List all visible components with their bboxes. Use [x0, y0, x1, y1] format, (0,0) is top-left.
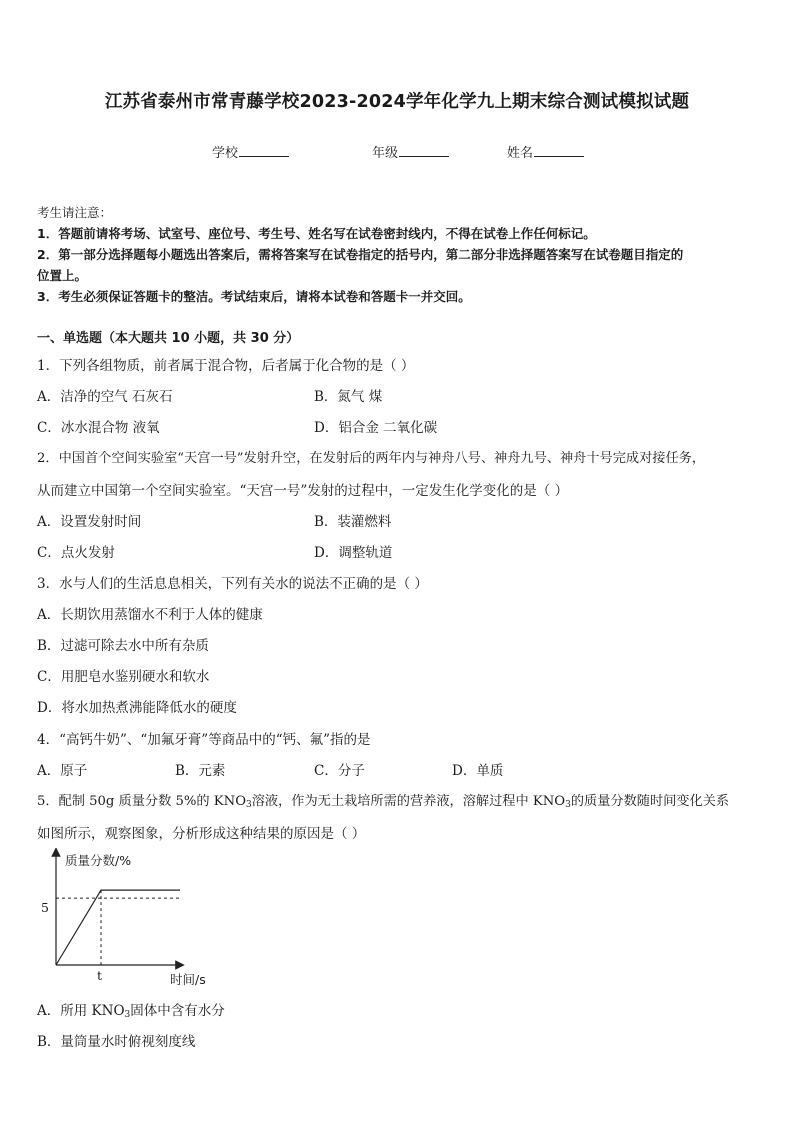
- section-heading: 一、单选题（本大题共 10 小题，共 30 分）: [37, 331, 300, 346]
- q1-option-c[interactable]: C．冰水混合物 液氧: [37, 420, 160, 436]
- q5-stem-1c: 的质量分数随时间变化关系: [570, 794, 730, 809]
- notice-heading: 考生请注意：: [37, 205, 113, 220]
- name-blank[interactable]: [534, 144, 584, 157]
- q4-option-c[interactable]: C．分子: [314, 763, 365, 779]
- grade-label: 年级: [372, 146, 399, 161]
- q2-option-a[interactable]: A．设置发射时间: [37, 514, 142, 530]
- q5-option-a-subscript: 3: [124, 1010, 131, 1020]
- q4-stem: 4．“高钙牛奶”、“加氟牙膏”等商品中的“钙、氟”指的是: [37, 732, 371, 748]
- q5-stem-1b: 溶液，作为无土栽培所需的营养液，溶解过程中 KNO: [251, 794, 566, 809]
- x-tick-label: t: [97, 968, 103, 983]
- data-series-line: [56, 890, 180, 965]
- q5-stem-2: 如图所示，观察图象，分析形成这种结果的原因是（ ）: [37, 826, 366, 842]
- q3-option-a[interactable]: A．长期饮用蒸馏水不利于人体的健康: [37, 607, 263, 623]
- q5-option-a-text-1: A．所用 KNO: [37, 1003, 125, 1019]
- school-field[interactable]: [212, 142, 289, 161]
- q1-option-d[interactable]: D．铝合金 二氧化碳: [314, 420, 438, 436]
- grade-field[interactable]: [372, 142, 449, 161]
- q5-subscript-2: 3: [565, 800, 571, 810]
- q2-stem-2: 从而建立中国第一个空间实验室。“天宫一号”发射的过程中，一定发生化学变化的是（ ）: [37, 483, 569, 499]
- q5-stem-1a: 5．配制 50g 质量分数 5%的 KNO: [37, 794, 247, 809]
- y-axis-label: 质量分数/%: [65, 853, 132, 868]
- q1-option-b[interactable]: B．氮气 煤: [314, 389, 383, 405]
- q5-graph: [30, 848, 220, 988]
- q5-stem-1: [37, 790, 729, 810]
- q1-option-a[interactable]: A．洁净的空气 石灰石: [37, 389, 173, 405]
- q5-option-a-text-2: 固体中含有水分: [130, 1003, 225, 1019]
- q4-option-a[interactable]: A．原子: [37, 763, 88, 779]
- q2-option-d[interactable]: D．调整轨道: [314, 545, 393, 561]
- q3-option-d[interactable]: D．将水加热煮沸能降低水的硬度: [37, 700, 237, 716]
- school-blank[interactable]: [239, 144, 289, 157]
- q2-stem-1: 2．中国首个空间实验室“天宫一号”发射升空，在发射后的两年内与神舟八号、神舟九号、神舟十号完成对接任务，: [37, 451, 706, 466]
- notice-item-3: 3．考生必须保证答题卡的整洁。考试结束后，请将本试卷和答题卡一并交回。: [37, 289, 471, 304]
- notice-item-2-cont: 位置上。: [37, 268, 88, 283]
- grade-blank[interactable]: [399, 144, 449, 157]
- y-tick-label: 5: [41, 900, 49, 915]
- q2-option-c[interactable]: C．点火发射: [37, 545, 115, 561]
- q4-option-b[interactable]: B．元素: [175, 763, 226, 779]
- name-field[interactable]: [507, 142, 584, 161]
- q2-option-b[interactable]: B．装灌燃料: [314, 514, 392, 530]
- q5-option-b[interactable]: B．量筒量水时俯视刻度线: [37, 1034, 196, 1050]
- name-label: 姓名: [507, 146, 534, 161]
- q1-stem: 1．下列各组物质，前者属于混合物，后者属于化合物的是（ ）: [37, 358, 415, 374]
- q3-stem: 3．水与人们的生活息息相关，下列有关水的说法不正确的是（ ）: [37, 576, 428, 592]
- notice-item-2: 2．第一部分选择题每小题选出答案后，需将答案写在试卷指定的括号内，第二部分非选择题答案写在试卷题目指定的: [37, 247, 684, 262]
- notice-item-1: 1．答题前请将考场、试室号、座位号、考生号、姓名写在试卷密封线内，不得在试卷上作任何标记。: [37, 226, 596, 241]
- q3-option-b[interactable]: B．过滤可除去水中所有杂质: [37, 638, 209, 654]
- x-axis-label: 时间/s: [170, 972, 206, 987]
- q4-option-d[interactable]: D．单质: [452, 763, 504, 779]
- q5-option-a[interactable]: [37, 999, 225, 1020]
- q3-option-c[interactable]: C．用肥皂水鉴别硬水和软水: [37, 669, 210, 685]
- page-title: 江苏省泰州市常青藤学校2023-2024学年化学九上期末综合测试模拟试题: [104, 92, 690, 112]
- school-label: 学校: [212, 146, 239, 161]
- q5-subscript-1: 3: [246, 800, 252, 810]
